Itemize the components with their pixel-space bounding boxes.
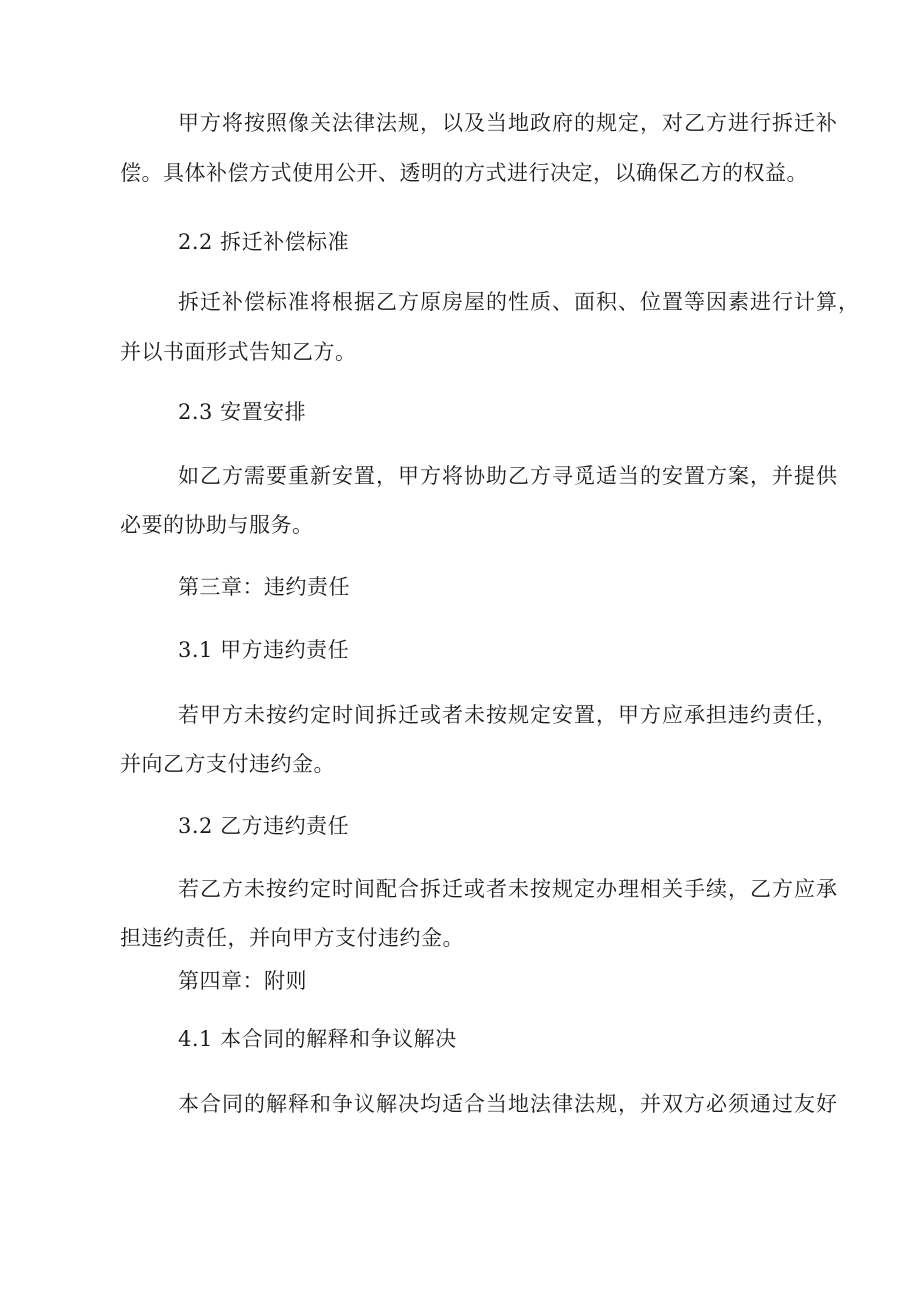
paragraph-4-1-line-1: 本合同的解释和争议解决均适合当地法律法规，并双方必须通过友好 (178, 1092, 838, 1116)
paragraph-2-3-line-2: 必要的协助与服务。 (120, 513, 314, 537)
section-heading-3-1: 3.1 甲方违约责任 (178, 638, 350, 662)
section-heading-2-2: 2.2 拆迁补偿标准 (178, 230, 350, 254)
paragraph-2-1-line-2: 偿。具体补偿方式使用公开、透明的方式进行决定，以确保乙方的权益。 (120, 161, 808, 185)
paragraph-2-1-line-1: 甲方将按照像关法律法规，以及当地政府的规定，对乙方进行拆迁补 (178, 111, 838, 135)
chapter-heading-3: 第三章：违约责任 (178, 575, 350, 599)
paragraph-3-2-line-1: 若乙方未按约定时间配合拆迁或者未按规定办理相关手续，乙方应承 (178, 877, 838, 901)
paragraph-2-3-line-1: 如乙方需要重新安置，甲方将协助乙方寻觅适当的安置方案，并提供 (178, 464, 838, 488)
section-heading-2-3: 2.3 安置安排 (178, 400, 307, 424)
section-heading-3-2: 3.2 乙方违约责任 (178, 814, 350, 838)
chapter-heading-4: 第四章：附则 (178, 969, 307, 993)
paragraph-2-2-line-1: 拆迁补偿标准将根据乙方原房屋的性质、面积、位置等因素进行计算， (178, 290, 860, 314)
paragraph-2-2-line-2: 并以书面形式告知乙方。 (120, 340, 357, 364)
section-heading-4-1: 4.1 本合同的解释和争议解决 (178, 1027, 457, 1051)
paragraph-3-1-line-1: 若甲方未按约定时间拆迁或者未按规定安置，甲方应承担违约责任， (178, 703, 838, 727)
paragraph-3-2-line-2: 担违约责任，并向甲方支付违约金。 (120, 926, 464, 950)
paragraph-3-1-line-2: 并向乙方支付违约金。 (120, 752, 335, 776)
